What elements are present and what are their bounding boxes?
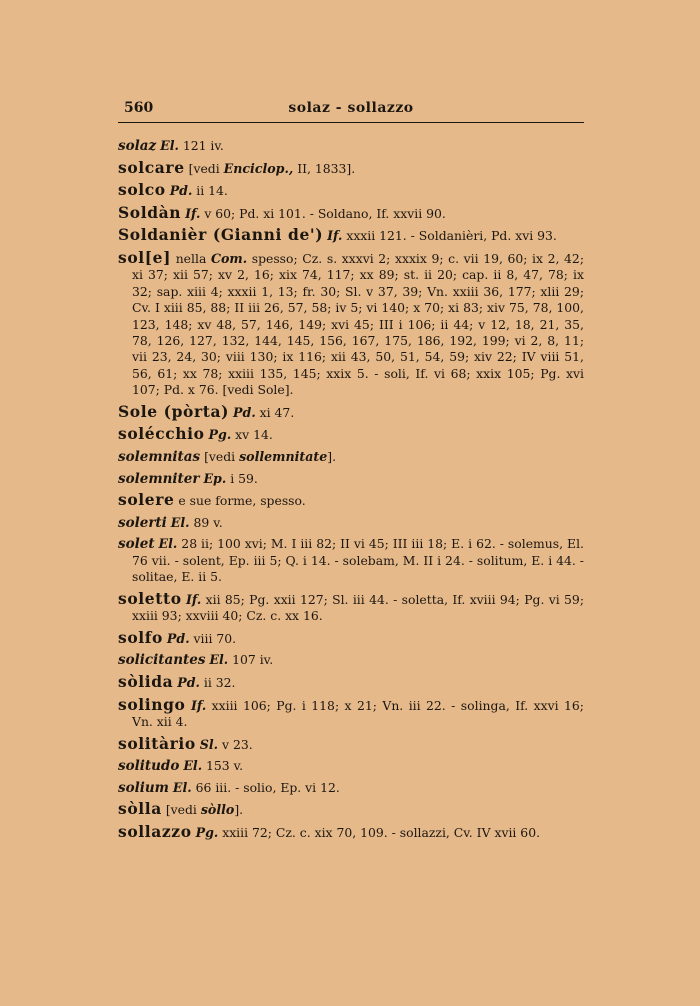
entry-text: xii 85; Pg. xxii 127; Sl. iii 44. - soletta, If. xviii 94; Pg. vi 59; xxiii 93; xxviii 40; Cz. c. xx 16. (132, 591, 584, 624)
dictionary-entry (118, 515, 584, 531)
dictionary-entry (118, 780, 584, 796)
entry-headword: solet (118, 536, 155, 553)
dictionary-entry (118, 401, 584, 421)
entry-text: 89 v. (189, 514, 223, 530)
dictionary-entry (118, 247, 584, 399)
entry-headword: solco (118, 180, 166, 200)
entry-headword: solcare (118, 157, 185, 177)
entry-reference: Pd. (177, 674, 200, 690)
entry-reference: El. (158, 536, 178, 552)
entry-headword: solerti (118, 514, 167, 531)
entry-reference: El. (209, 652, 229, 668)
entry-reference: El. (183, 758, 203, 774)
dictionary-entry (118, 821, 584, 841)
entry-text: 28 ii; 100 xvi; M. I iii 82; II vi 45; III iii 18; E. i 62. - solemus, El. 76 vii. - solent, Ep. iii 5; Q. i 14. - solebam, M. II i 24. - solitum, E. i 44. - solitae, E. ii 5. (132, 536, 584, 585)
entry-headword: solere (118, 490, 175, 510)
dictionary-entry (118, 157, 584, 177)
dictionary-entry (118, 492, 584, 509)
entry-text: xi 47. (255, 404, 295, 420)
dictionary-entry (118, 801, 584, 818)
entry-text: [vedi (200, 449, 240, 464)
entry-reference: El. (172, 779, 192, 795)
entry-headword: solfo (118, 627, 163, 647)
dictionary-entry (118, 449, 584, 465)
dictionary-entry (118, 138, 584, 154)
running-head: solaz - sollazzo (288, 100, 414, 116)
dictionary-entry (118, 652, 584, 668)
dictionary-entry (118, 733, 584, 753)
entry-headword: solemnitas (118, 449, 201, 465)
entry-reference: Pd. (169, 183, 193, 199)
entry-reference: Pd. (233, 404, 256, 420)
entry-list (118, 138, 584, 847)
entry-text: xxxii 121. - Soldanièri, Pd. xvi 93. (342, 228, 557, 244)
entry-headword: sòlida (118, 671, 174, 691)
dictionary-entry (118, 588, 584, 625)
entry-reference: If. (327, 228, 343, 244)
entry-headword: Soldàn (118, 202, 182, 222)
entry-text: spesso; Cz. s. xxxvi 2; xxxix 9; c. vii 19, 60; ix 2, 42; xi 37; xii 57; xv 2, 16; xix 74, 117; xx 89; st. ii 20; cap. ii 8, 47, 78; ix 32; sap. xiii 4; xxxii 1, 13; fr. 30; Sl. v 37, 39; Vn. xxiii 36, 177; xlii 29; Cv. I xiii 85, 88; II iii 26, 57, 58; iv 5; vi 140; x 70; xi 83; xiv 75, 78, 100, 123, 148; xv 48, 57, 146, 149; xvi 45; III i 106; ii 44; v 12, 18, 21, 35, 78, 126, 127, 132, 144, 145, 156, 167, 175, 186, 192, 199; vi 2, 8, 11; vii 23, 24, 30; viii 130; ix 116; xii 43, 50, 51, 54, 59; xiv 22; IV viii 51, 56, 61; xx 78; xxiii 135, 145; xxix 5. - soli, If. vi 68; xxix 105; Pg. xvi 107; Pd. x 76. [vedi Sole]. (132, 250, 584, 398)
entry-reference: Pg. (208, 427, 232, 443)
entry-headword: Sole (pòrta) (118, 401, 230, 421)
entry-text: v 60; Pd. xi 101. - Soldano, If. xxvii 90. (200, 205, 446, 221)
entry-text: 107 iv. (228, 652, 274, 668)
entry-text: ]. (327, 449, 337, 464)
entry-reference: Enciclop., (223, 160, 294, 176)
dictionary-entry (118, 426, 584, 443)
entry-text: ii 14. (192, 183, 228, 199)
entry-text: 153 v. (202, 758, 244, 774)
entry-headword: sòlla (118, 799, 162, 819)
entry-reference: Ep. (203, 470, 227, 486)
entry-reference: Com. (210, 250, 248, 266)
entry-headword: solécchio (118, 424, 205, 444)
page-number: 560 (124, 100, 154, 116)
entry-text: ]. (234, 802, 244, 818)
dictionary-entry (118, 627, 584, 647)
dictionary-entry (118, 182, 584, 199)
entry-reference: El. (160, 138, 179, 153)
entry-text: i 59. (226, 470, 258, 486)
entry-reference: El. (170, 514, 190, 530)
entry-text: xv 14. (231, 427, 273, 443)
page-header (118, 100, 584, 123)
dictionary-entry (118, 758, 584, 774)
entry-headword: solingo (118, 694, 186, 714)
entry-reference: sòllo (200, 802, 235, 818)
dictionary-entry (118, 671, 584, 691)
dictionary-entry (118, 536, 584, 585)
entry-text: II, 1833]. (293, 160, 356, 176)
entry-text: [vedi (161, 802, 201, 818)
entry-reference: If. (185, 205, 201, 221)
entry-text: e sue forme, spesso. (174, 493, 306, 509)
entry-reference: If. (190, 697, 207, 713)
entry-reference: Pg. (195, 824, 219, 840)
entry-headword: solemniter (118, 470, 200, 487)
entry-text: xxiii 72; Cz. c. xix 70, 109. - sollazzi, Cv. IV xvii 60. (218, 824, 541, 840)
entry-headword: solaz (118, 138, 157, 154)
entry-headword: sol[e] (118, 247, 172, 267)
dictionary-entry (118, 471, 584, 487)
entry-headword: solium (118, 779, 169, 796)
entry-headword: solitàrio (118, 733, 196, 753)
entry-reference: If. (186, 591, 202, 607)
entry-headword: soletto (118, 588, 182, 608)
entry-text: viii 70. (189, 630, 237, 646)
dictionary-entry (118, 202, 584, 222)
entry-reference: Pd. (166, 630, 190, 646)
dictionary-entry (118, 694, 584, 731)
entry-text: xxiii 106; Pg. i 118; x 21; Vn. iii 22. - solinga, If. xxvi 16; Vn. xii 4. (132, 697, 584, 729)
entry-headword: sollazzo (118, 821, 192, 841)
entry-text: ii 32. (199, 674, 236, 690)
entry-text: [vedi (184, 160, 224, 176)
entry-reference: Sl. (199, 736, 219, 752)
entry-text: nella (171, 250, 211, 266)
entry-headword: solicitantes (118, 652, 206, 669)
entry-reference: sollemnitate (239, 449, 328, 464)
entry-text: v 23. (218, 736, 253, 752)
entry-headword: solitudo (118, 758, 180, 775)
entry-text: 121 iv. (178, 138, 224, 153)
entry-text: 66 iii. - solio, Ep. vi 12. (191, 779, 340, 795)
dictionary-entry (118, 227, 584, 244)
entry-headword: Soldanièr (Gianni de') (118, 225, 324, 245)
